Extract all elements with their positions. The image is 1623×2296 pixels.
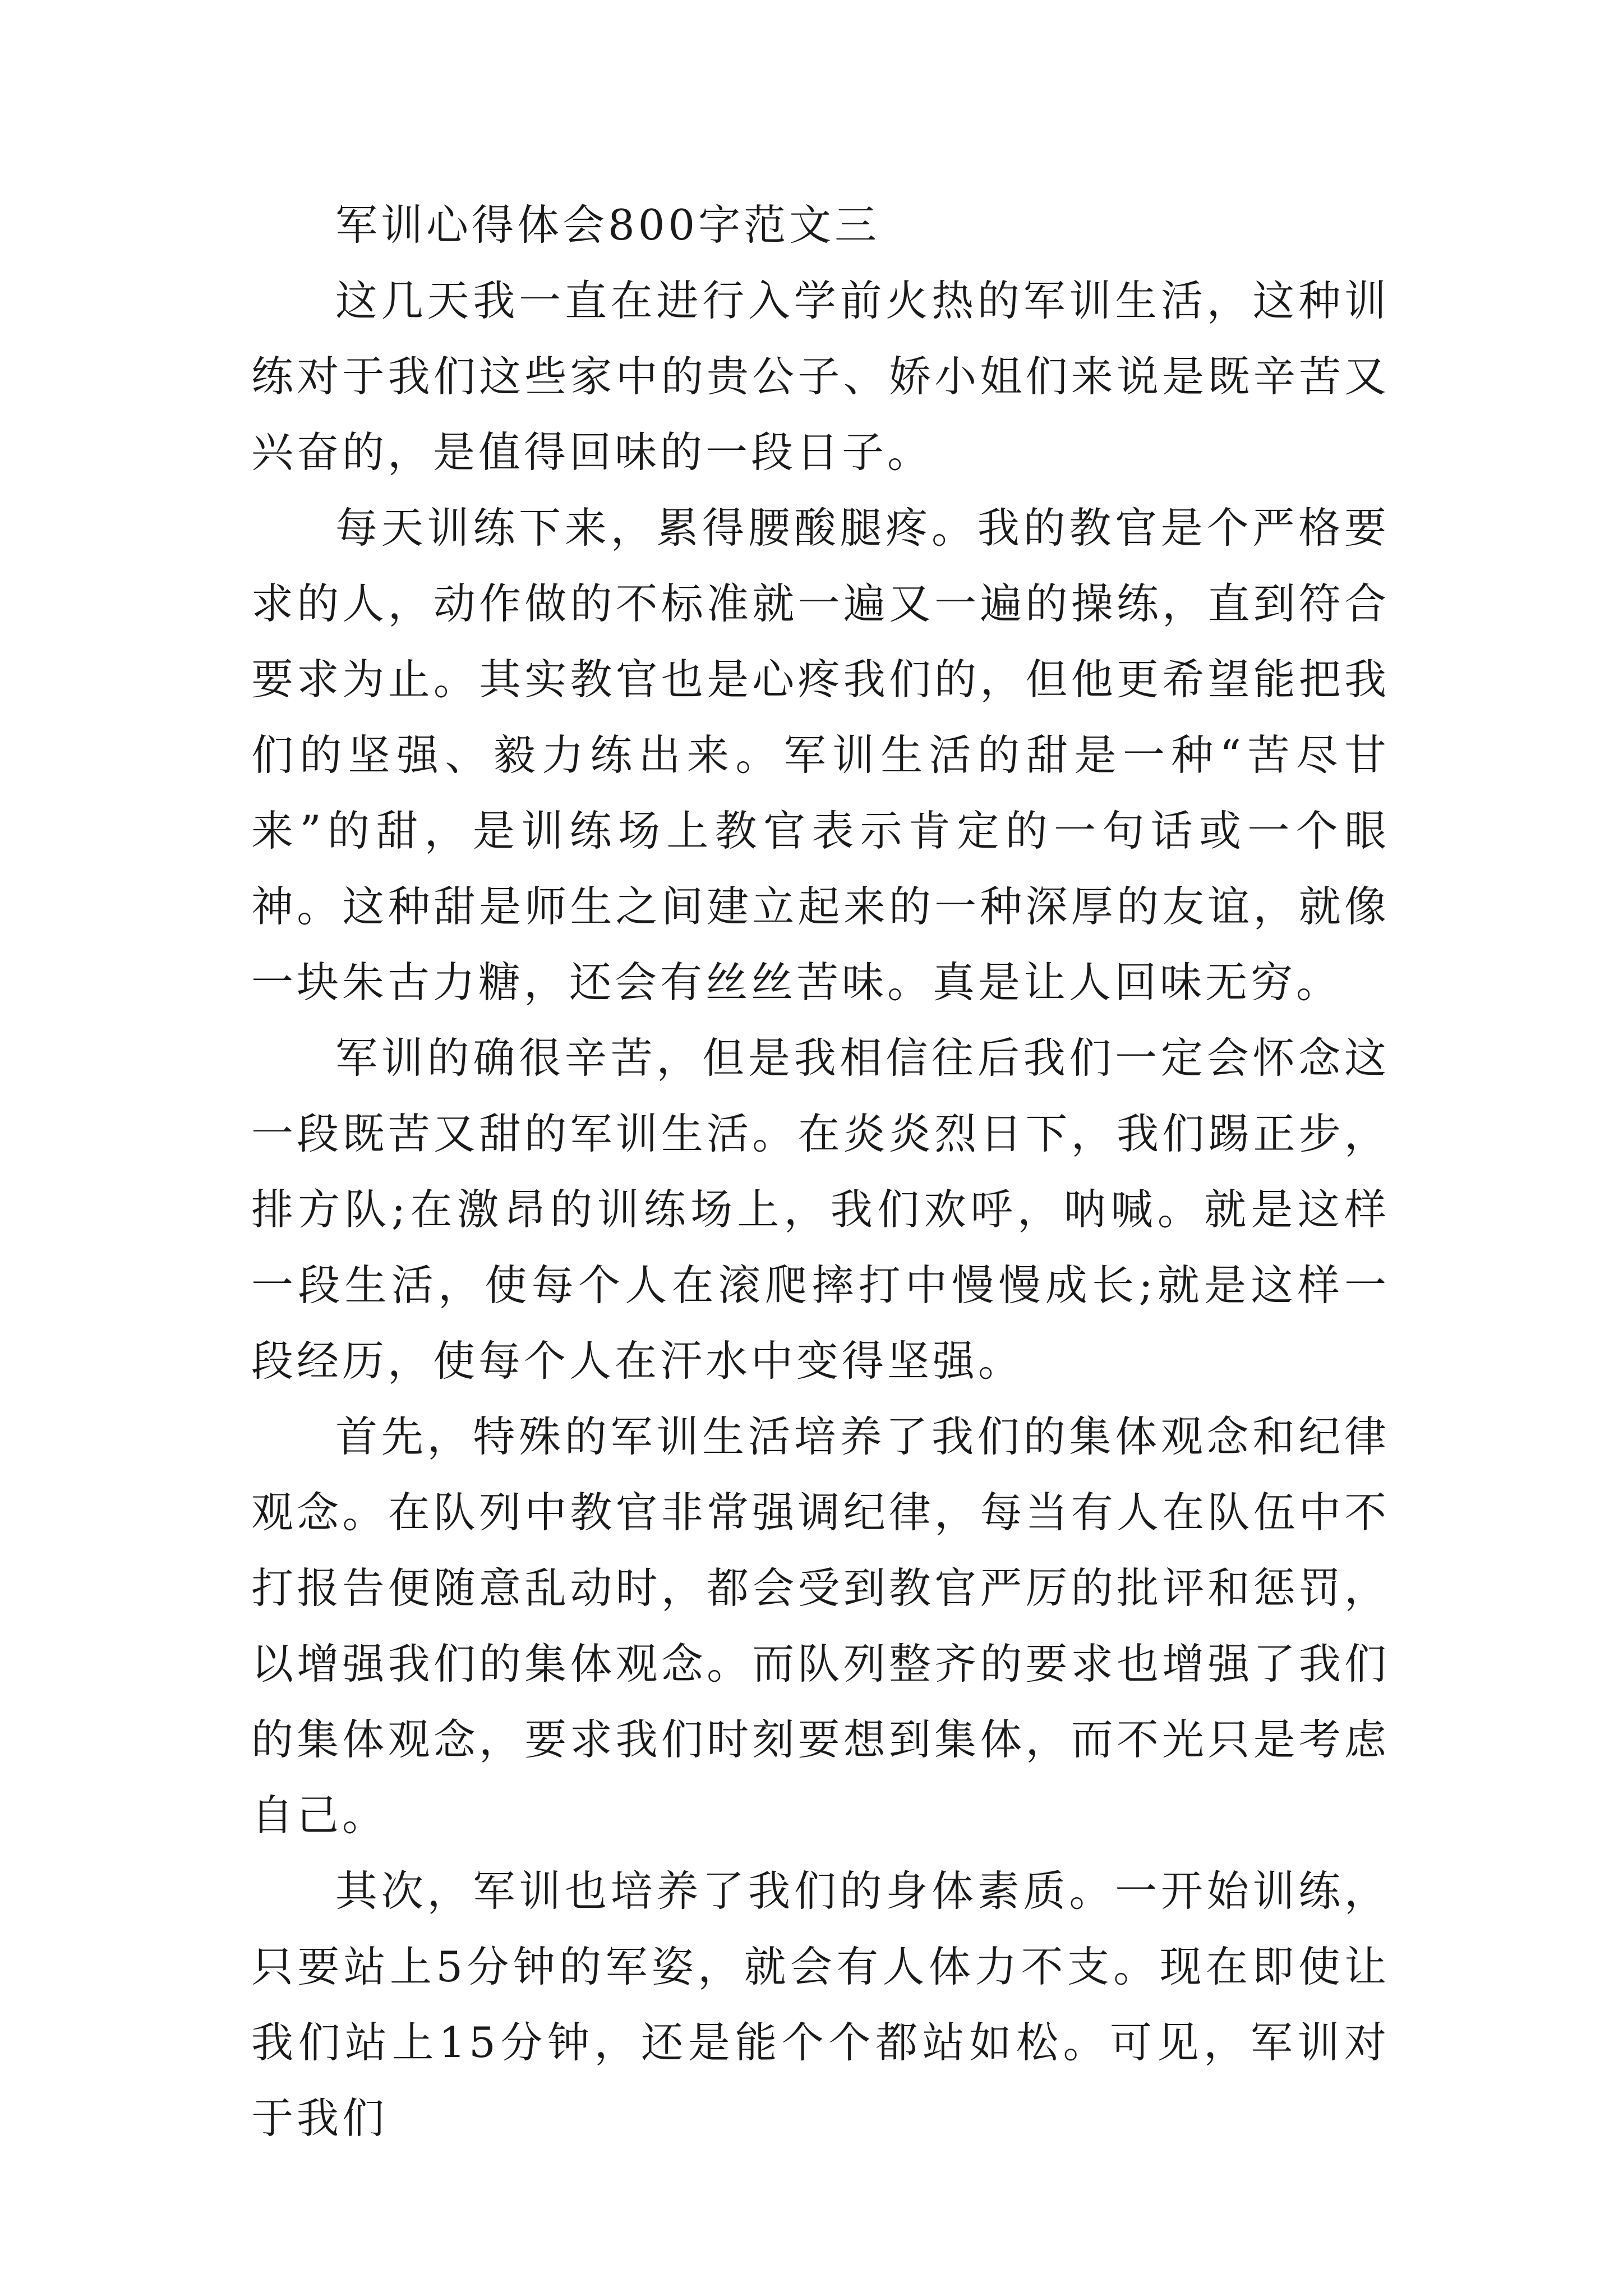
document-title: 军训心得体会800字范文三	[335, 200, 880, 250]
paragraph-3: 军训的确很辛苦，但是我相信往后我们一定会怀念这一段既苦又甜的军训生活。在炎炎烈日下，我们踢正步，排方队;在激昂的训练场上，我们欢呼，呐喊。就是这样一段生活，使每个人在滚爬摔打中慢慢成长;就是这样一段经历，使每个人在汗水中变得坚强。	[251, 1033, 1390, 1386]
document-body	[251, 187, 1390, 2156]
paragraph-1: 这几天我一直在进行入学前火热的军训生活，这种训练对于我们这些家中的贵公子、娇小姐们来说是既辛苦又兴奋的，是值得回味的一段日子。	[251, 276, 1390, 477]
paragraph-2: 每天训练下来，累得腰酸腿疼。我的教官是个严格要求的人，动作做的不标准就一遍又一遍的操练，直到符合要求为止。其实教官也是心疼我们的，但他更希望能把我们的坚强、毅力练出来。军训生活的甜是一种“苦尽甘来”的甜，是训练场上教官表示肯定的一句话或一个眼神。这种甜是师生之间建立起来的一种深厚的友谊，就像一块朱古力糖，还会有丝丝苦味。真是让人回味无穷。	[251, 503, 1390, 1007]
paragraph-5: 其次，军训也培养了我们的身体素质。一开始训练，只要站上5分钟的军姿，就会有人体力不支。现在即使让我们站上15分钟，还是能个个都站如松。可见，军训对于我们	[251, 1866, 1390, 2143]
paragraph-4: 首先，特殊的军训生活培养了我们的集体观念和纪律观念。在队列中教官非常强调纪律，每当有人在队伍中不打报告便随意乱动时，都会受到教官严厉的批评和惩罚，以增强我们的集体观念。而队列整齐的要求也增强了我们的集体观念，要求我们时刻要想到集体，而不光只是考虑自己。	[251, 1412, 1390, 1840]
